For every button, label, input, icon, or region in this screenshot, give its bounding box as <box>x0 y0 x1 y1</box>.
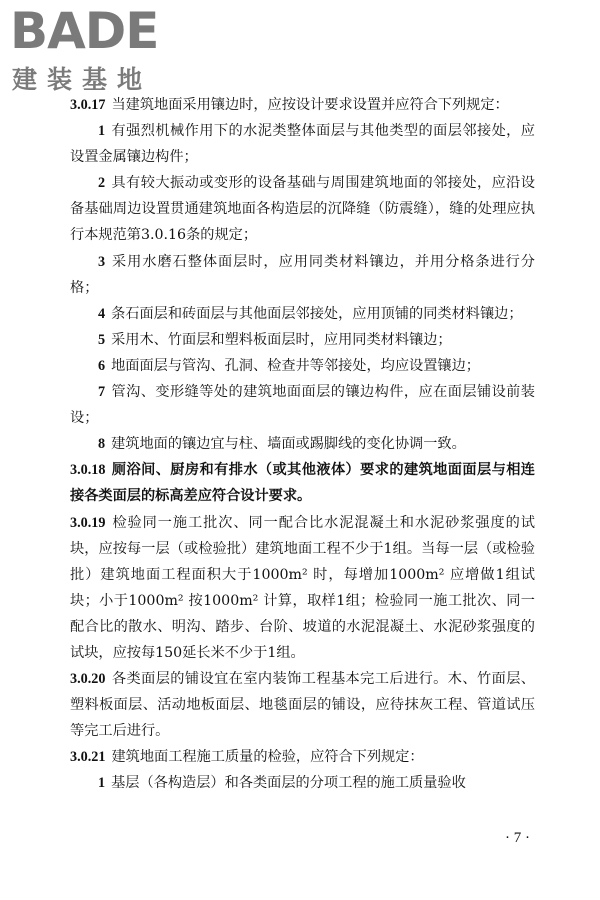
clause-3-0-17: 3.0.17 当建筑地面采用镶边时，应按设计要求设置并应符合下列规定： <box>70 97 509 113</box>
clause-3-0-20: 3.0.20 各类面层的铺设宜在室内装饰工程基本完工后进行。木、竹面层、塑料板面层、活动地板面层、地毯面层的铺设，应待抹灰工程、管道试压等完工后进行。 <box>70 671 535 740</box>
clause-3-0-17-item-8: 8 建筑地面的镶边宜与柱、墙面或踢脚线的变化协调一致。 <box>98 436 466 453</box>
bade-logo <box>10 4 175 92</box>
clause-3-0-18: 3.0.18 厕浴间、厨房和有排水（或其他液体）要求的建筑地面面层与相连接各类面层的标高差应符合设计要求。 <box>70 462 535 505</box>
clause-3-0-21-item-1: 1 基层（各构造层）和各类面层的分项工程的施工质量验收 <box>98 775 466 792</box>
clause-3-0-17-item-4: 4 条石面层和砖面层与其他面层邻接处，应用顶铺的同类材料镶边； <box>98 305 523 322</box>
logo-chinese-name: 建装基地 <box>12 65 153 94</box>
page-number: · 7 · <box>505 830 530 846</box>
clause-3-0-17-item-5: 5 采用木、竹面层和塑料板面层时，应用同类材料镶边； <box>98 331 452 348</box>
clause-3-0-17-item-7: 7 管沟、变形缝等处的建筑地面面层的镶边构件，应在面层铺设前装设； <box>70 384 535 427</box>
bade-wordmark <box>10 4 175 54</box>
clause-3-0-17-item-3: 3 采用水磨石整体面层时，应用同类材料镶边，并用分格条进行分格； <box>70 253 535 296</box>
clause-3-0-17-item-2: 2 具有较大振动或变形的设备基础与周围建筑地面的邻接处，应沿设备基础周边设置贯通建筑地面各构造层的沉降缝（防震缝），缝的处理应执行本规范第3.0.16条的规定； <box>70 175 535 244</box>
document-body <box>70 92 535 797</box>
clause-3-0-19: 3.0.19 检验同一施工批次、同一配合比水泥混凝土和水泥砂浆强度的试块，应按每一层（或检验批）建筑地面工程不少于1组。当每一层（或检验批）建筑地面工程面积大于1000m² 时，每增加1000m² 应增做1组试块；小于1000m² 按1000m² 计算，取样1组；检验同一施工批次、同一配合比的散水、明沟、踏步、台阶、坡道的水泥混凝土、水泥砂浆强度的试块，应按每150延长米不少于1组。 <box>70 514 535 661</box>
clause-3-0-17-item-6: 6 地面面层与管沟、孔洞、检查井等邻接处，均应设置镶边； <box>98 357 480 374</box>
logo-word-text: BADE <box>10 4 159 54</box>
clause-3-0-17-item-1: 1 有强烈机械作用下的水泥类整体面层与其他类型的面层邻接处，应设置金属镶边构件； <box>70 123 535 166</box>
clause-3-0-21: 3.0.21 建筑地面工程施工质量的检验，应符合下列规定： <box>70 749 424 766</box>
